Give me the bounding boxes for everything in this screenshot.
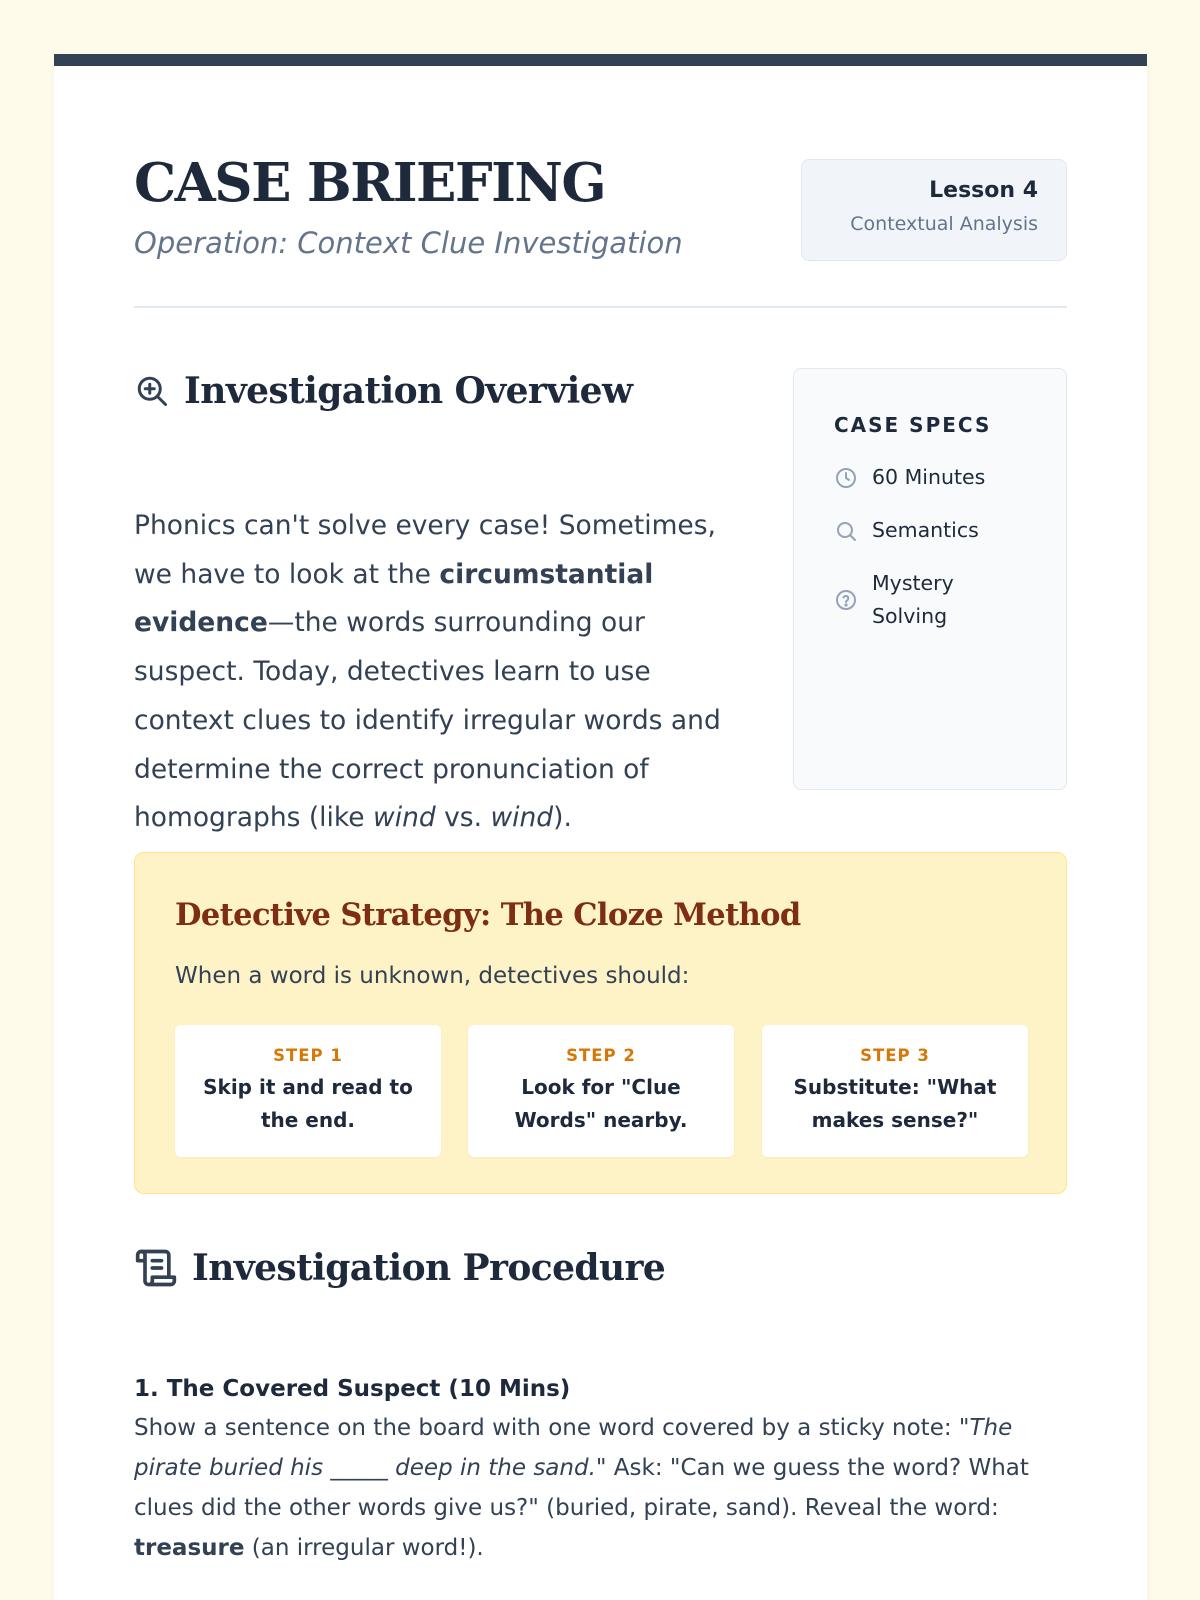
strategy-callout	[134, 852, 1067, 1194]
lesson-number: Lesson 4	[929, 178, 1038, 203]
procedure-step-title: 1. The Covered Suspect (10 Mins)	[134, 1376, 571, 1402]
clock-icon	[834, 466, 858, 490]
specs-title: CASE SPECS	[834, 413, 992, 437]
strategy-step-1: STEP 1 Skip it and read to the end.	[175, 1025, 441, 1157]
briefing-card	[54, 54, 1147, 1600]
lesson-badge	[801, 159, 1067, 261]
spec-item-topic: Semantics	[834, 514, 979, 547]
page-subtitle: Operation: Context Clue Investigation	[134, 226, 683, 260]
overview-heading	[134, 370, 632, 412]
strategy-step-2: STEP 2 Look for "Clue Words" nearby.	[468, 1025, 734, 1157]
procedure-heading	[134, 1246, 665, 1290]
procedure-heading-text: Investigation Procedure	[192, 1247, 666, 1289]
overview-paragraph: Phonics can't solve every case! Sometimes, we have to look at the circumstantial evidence—the words surrounding our suspect. Today, detectives learn to use context clues to identify irregular words and determine the correct pronunciation of homographs (like wind vs. wind).	[134, 510, 721, 834]
lesson-topic: Contextual Analysis	[850, 213, 1038, 235]
page-title: CASE BRIEFING	[134, 152, 606, 214]
scroll-icon	[134, 1246, 178, 1290]
spec-item-activity: Mystery Solving	[834, 567, 974, 633]
header-divider	[134, 306, 1067, 308]
strategy-intro: When a word is unknown, detectives should:	[175, 963, 690, 989]
strategy-title: Detective Strategy: The Cloze Method	[175, 897, 801, 933]
zoom-in-icon	[134, 373, 170, 409]
procedure-step-text: Show a sentence on the board with one word covered by a sticky note: "The pirate buried his _____ deep in the sand." Ask: "Can we guess the word? What clues did the other words give us?" (buried, pirate, sand). Reveal the word: treasure (an irregular word!).	[134, 1415, 1029, 1561]
search-icon	[834, 519, 858, 543]
strategy-step-3: STEP 3 Substitute: "What makes sense?"	[762, 1025, 1028, 1157]
question-icon	[834, 588, 858, 612]
spec-item-duration: 60 Minutes	[834, 461, 985, 494]
overview-heading-text: Investigation Overview	[184, 370, 633, 412]
case-specs-panel	[793, 368, 1067, 790]
emphasis-evidence: circumstantial evidence	[134, 558, 654, 639]
